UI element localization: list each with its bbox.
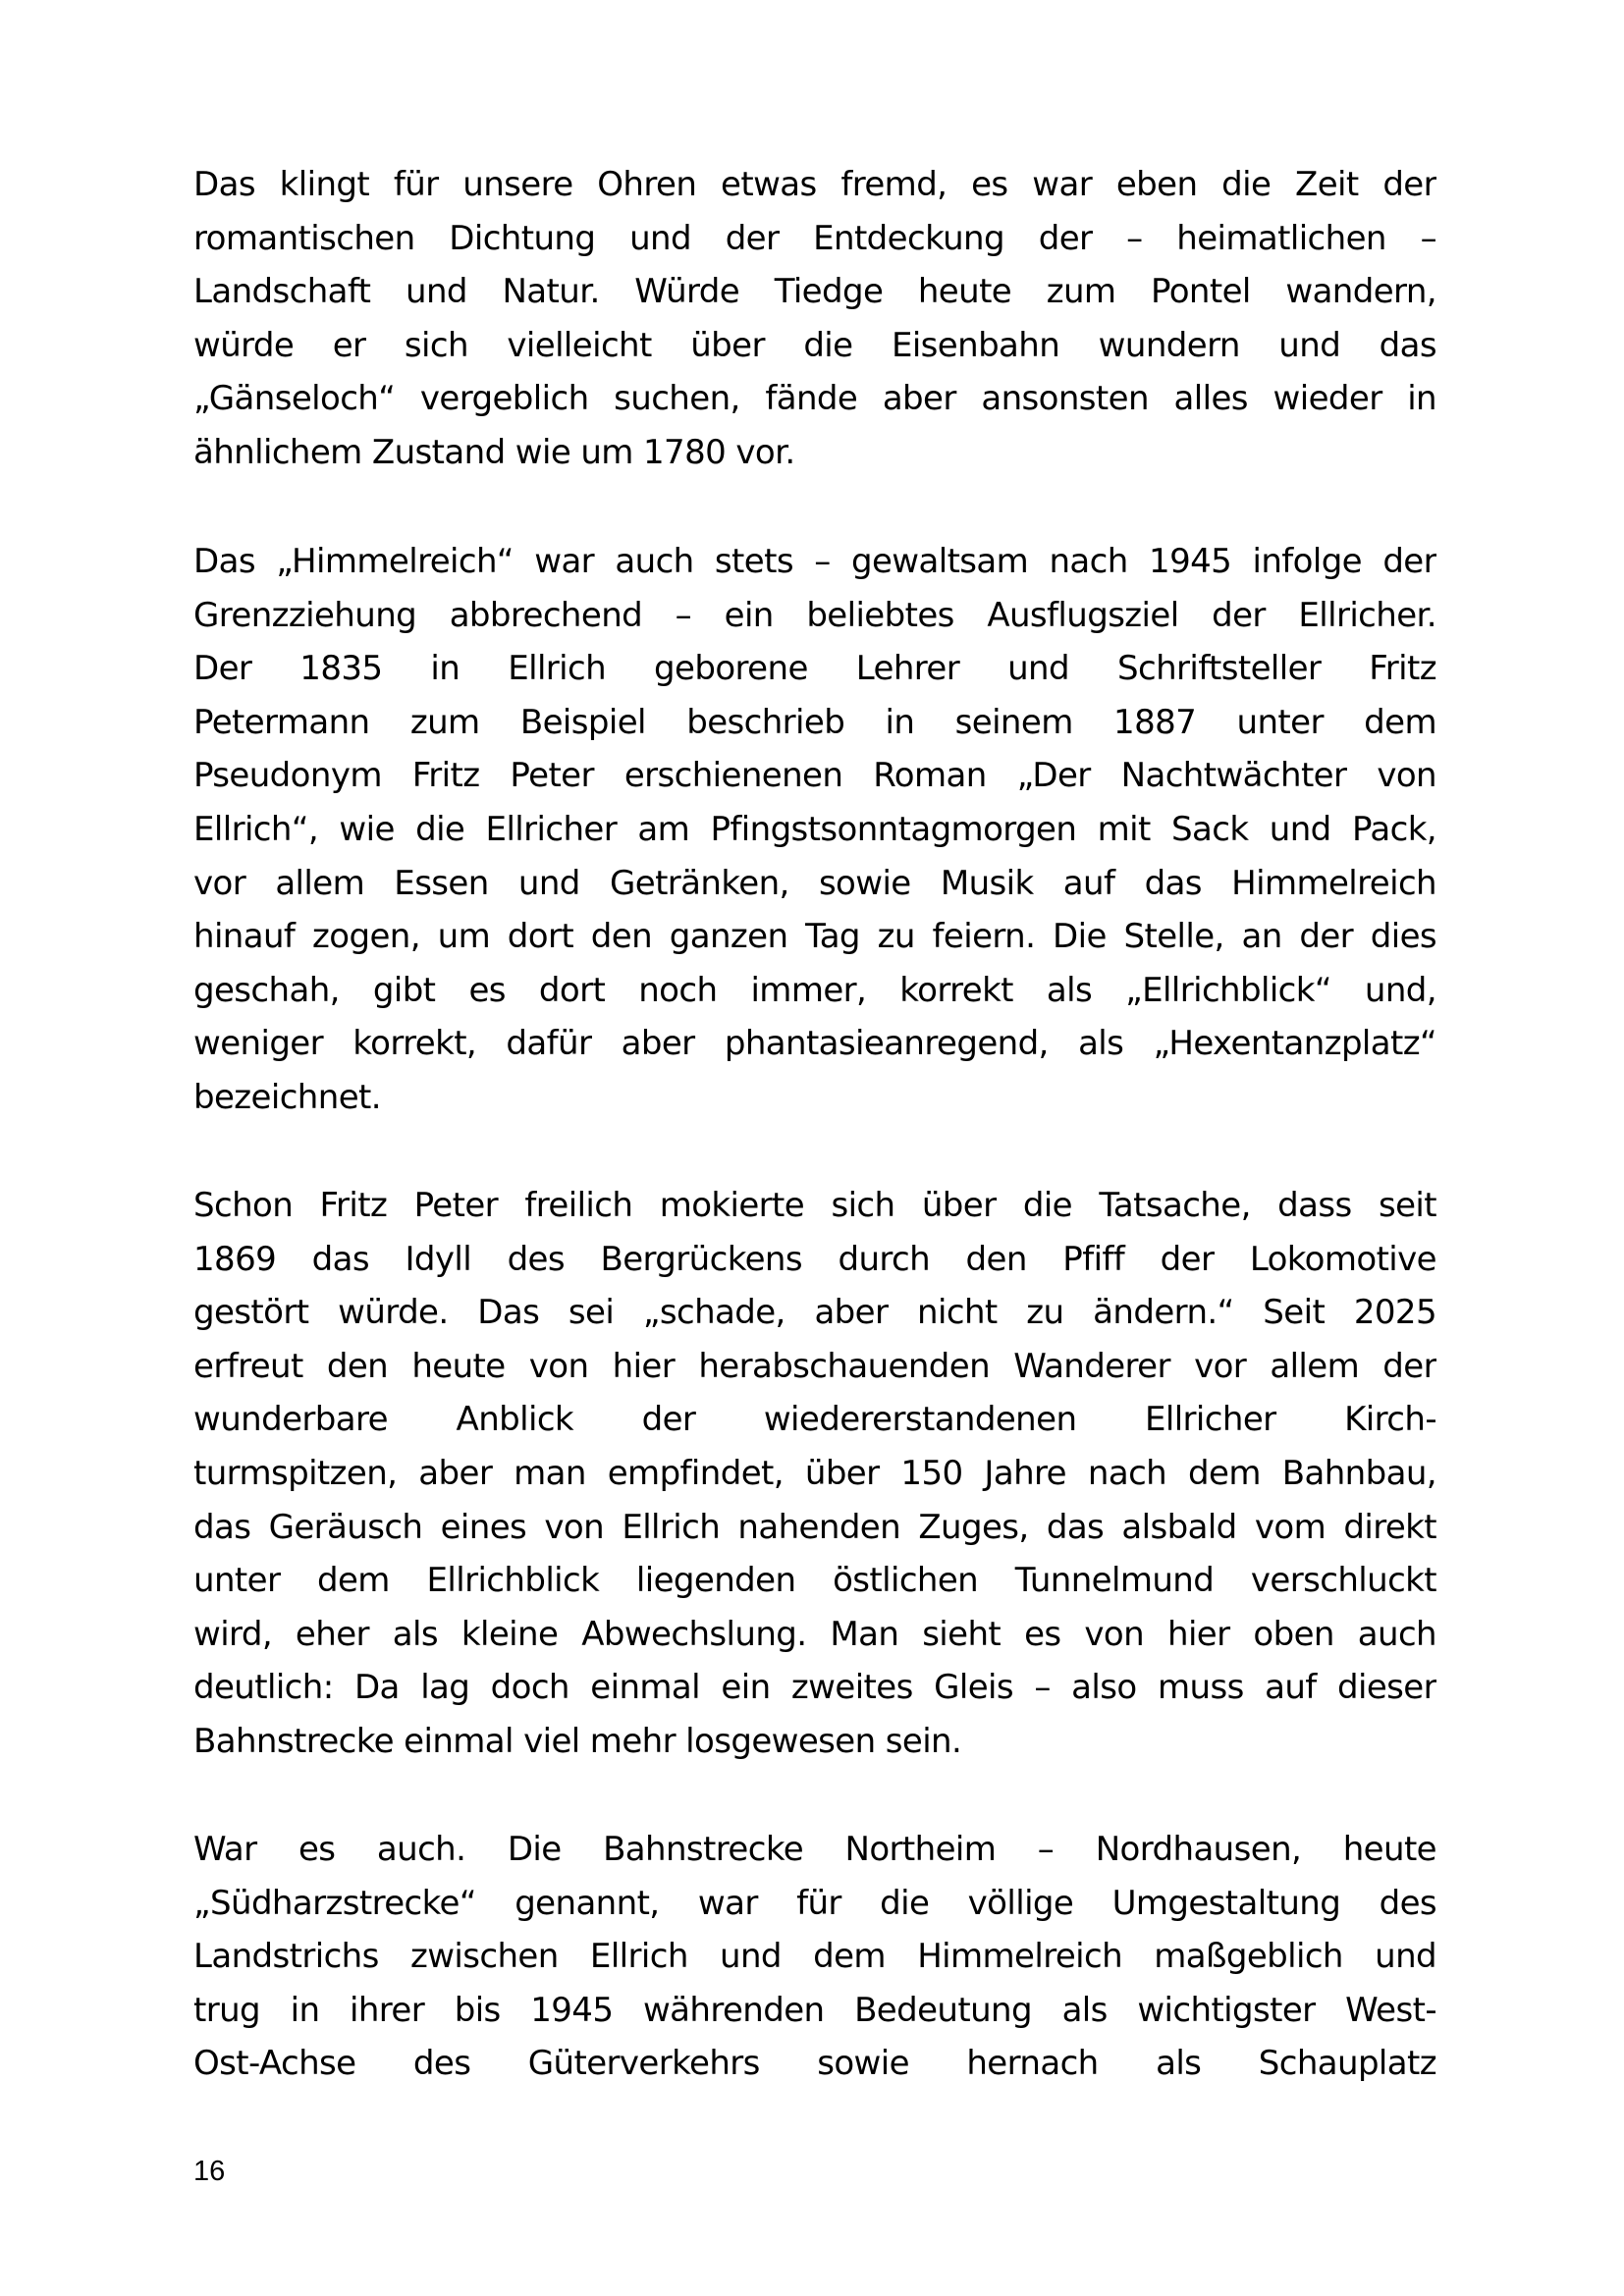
text-line: turmspitzen, aber man empfindet, über 150 Jahre nach dem Bahnbau, xyxy=(193,1453,1436,1493)
text-line: Landstrichs zwischen Ellrich und dem Himmelreich maßgeblich und xyxy=(193,1937,1436,1977)
text-line: weniger korrekt, dafür aber phantasieanregend, als „Hexentanzplatz“ xyxy=(193,1024,1436,1064)
paragraph-1 xyxy=(193,158,1436,480)
text-line: hinauf zogen, um dort den ganzen Tag zu feiern. Die Stelle, an der dies xyxy=(193,917,1436,957)
text-line: Ellrich“, wie die Ellricher am Pfingstsonntagmorgen mit Sack und Pack, xyxy=(193,809,1436,849)
text-line: Grenzziehung abbrechend – ein beliebtes Ausflugsziel der Ellricher. xyxy=(193,595,1436,635)
text-line: romantischen Dichtung und der Entdeckung der – heimatlichen – xyxy=(193,218,1436,258)
text-line: „Gänseloch“ vergeblich suchen, fände aber ansonsten alles wieder in xyxy=(193,379,1436,419)
text-line: Das klingt für unsere Ohren etwas fremd, es war eben die Zeit der xyxy=(193,165,1436,204)
text-line: gestört würde. Das sei „schade, aber nicht zu ändern.“ Seit 2025 xyxy=(193,1293,1436,1333)
text-line: „Südharzstrecke“ genannt, war für die völlige Umgestaltung des xyxy=(193,1883,1436,1923)
text-line: Der 1835 in Ellrich geborene Lehrer und Schriftsteller Fritz xyxy=(193,649,1436,689)
text-line: wunderbare Anblick der wiedererstandenen Ellricher Kirch- xyxy=(193,1400,1436,1440)
text-line: Pseudonym Fritz Peter erschienenen Roman „Der Nachtwächter von xyxy=(193,756,1436,796)
paragraph-4 xyxy=(193,1823,1436,2091)
text-line: Bahnstrecke einmal viel mehr losgewesen sein. xyxy=(193,1721,962,1761)
text-line: vor allem Essen und Getränken, sowie Musik auf das Himmelreich xyxy=(193,863,1436,903)
text-line: 1869 das Idyll des Bergrückens durch den Pfiff der Lokomotive xyxy=(193,1239,1436,1279)
text-line: War es auch. Die Bahnstrecke Northeim – Nordhausen, heute xyxy=(193,1830,1436,1869)
page-number: 16 xyxy=(193,2156,226,2187)
text-line: Schon Fritz Peter freilich mokierte sich über die Tatsache, dass seit xyxy=(193,1186,1436,1225)
paragraph-3 xyxy=(193,1179,1436,1769)
text-line: Das „Himmelreich“ war auch stets – gewaltsam nach 1945 infolge der xyxy=(193,542,1436,581)
text-line: trug in ihrer bis 1945 währenden Bedeutung als wichtigster West- xyxy=(193,1990,1436,2030)
text-line: Ost-Achse des Güterverkehrs sowie hernach als Schauplatz xyxy=(193,2044,1436,2084)
text-line: unter dem Ellrichblick liegenden östlichen Tunnelmund verschluckt xyxy=(193,1561,1436,1601)
text-line: wird, eher als kleine Abwechslung. Man sieht es von hier oben auch xyxy=(193,1614,1436,1654)
text-line: erfreut den heute von hier herabschauenden Wanderer vor allem der xyxy=(193,1346,1436,1386)
text-line: geschah, gibt es dort noch immer, korrekt als „Ellrichblick“ und, xyxy=(193,970,1436,1010)
text-line: ähnlichem Zustand wie um 1780 vor. xyxy=(193,432,795,472)
text-line: deutlich: Da lag doch einmal ein zweites Gleis – also muss auf dieser xyxy=(193,1668,1436,1708)
text-line: bezeichnet. xyxy=(193,1077,381,1117)
paragraph-2 xyxy=(193,535,1436,1125)
text-line: würde er sich vielleicht über die Eisenbahn wundern und das xyxy=(193,325,1436,365)
text-line: Petermann zum Beispiel beschrieb in seinem 1887 unter dem xyxy=(193,702,1436,742)
text-line: das Geräusch eines von Ellrich nahenden Zuges, das alsbald vom direkt xyxy=(193,1507,1436,1547)
text-line: Landschaft und Natur. Würde Tiedge heute zum Pontel wandern, xyxy=(193,272,1436,312)
